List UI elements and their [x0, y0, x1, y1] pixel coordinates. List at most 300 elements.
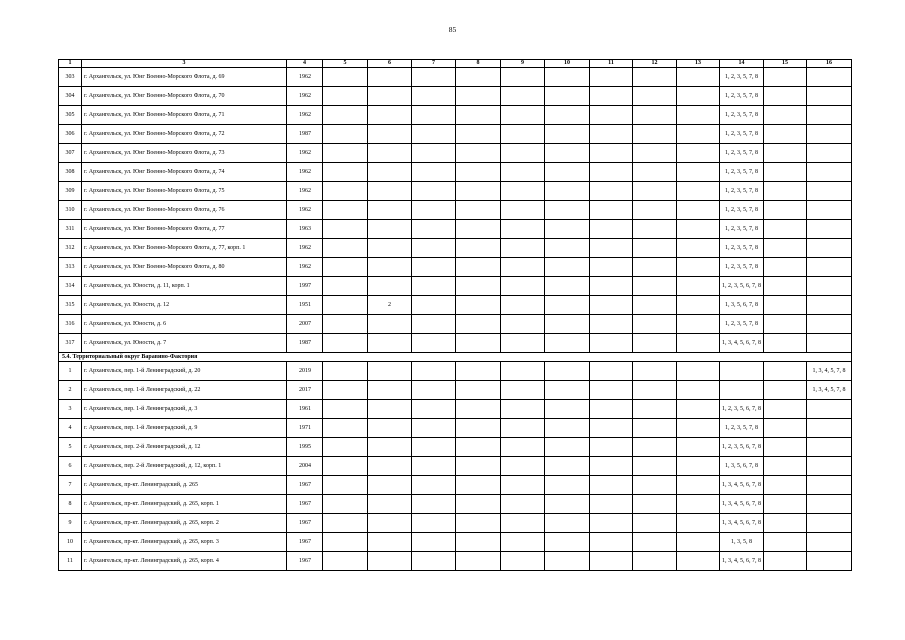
year-cell: 1962 [287, 87, 323, 106]
year-cell: 1987 [287, 334, 323, 353]
column-13-cell [677, 476, 720, 495]
column-12-cell [633, 125, 677, 144]
column-11-cell [590, 495, 633, 514]
column-10-cell [545, 163, 590, 182]
column-15-cell [764, 125, 807, 144]
address-cell: г. Архангельск, пр-кт. Ленинградский, д. 265 [82, 476, 287, 495]
column-6-cell [368, 495, 412, 514]
column-8-cell [456, 552, 501, 571]
row-number: 314 [59, 277, 82, 296]
column-8-cell [456, 514, 501, 533]
column-10-cell [545, 514, 590, 533]
section-title: 5.4. Территориальный округ Варавино-Фактория [59, 353, 852, 362]
section-header-row [59, 353, 852, 362]
column-16-cell [807, 125, 852, 144]
column-10-cell [545, 277, 590, 296]
column-7-cell [412, 514, 456, 533]
table-row [59, 258, 852, 277]
column-12-cell [633, 87, 677, 106]
column-12-cell [633, 400, 677, 419]
column-7-cell [412, 87, 456, 106]
column-6-cell [368, 400, 412, 419]
column-11-cell [590, 400, 633, 419]
column-8-cell [456, 106, 501, 125]
column-6-cell: 2 [368, 296, 412, 315]
column-14-cell: 1, 2, 3, 5, 7, 8 [720, 220, 764, 239]
column-header-10: 10 [545, 60, 590, 68]
column-8-cell [456, 277, 501, 296]
table-row [59, 362, 852, 381]
column-12-cell [633, 277, 677, 296]
column-8-cell [456, 419, 501, 438]
year-cell: 1967 [287, 476, 323, 495]
column-12-cell [633, 182, 677, 201]
address-cell: г. Архангельск, пр-кт. Ленинградский, д. 265, корп. 2 [82, 514, 287, 533]
column-6-cell [368, 419, 412, 438]
column-6-cell [368, 106, 412, 125]
row-number: 312 [59, 239, 82, 258]
column-14-cell: 1, 3, 4, 5, 6, 7, 8 [720, 514, 764, 533]
column-13-cell [677, 201, 720, 220]
column-7-cell [412, 239, 456, 258]
column-12-cell [633, 457, 677, 476]
column-10-cell [545, 334, 590, 353]
column-5-cell [323, 514, 368, 533]
column-12-cell [633, 68, 677, 87]
column-9-cell [501, 258, 545, 277]
column-16-cell [807, 68, 852, 87]
column-14-cell: 1, 2, 3, 5, 7, 8 [720, 258, 764, 277]
year-cell: 1962 [287, 68, 323, 87]
column-5-cell [323, 106, 368, 125]
column-11-cell [590, 87, 633, 106]
column-header-15: 15 [764, 60, 807, 68]
column-12-cell [633, 514, 677, 533]
column-5-cell [323, 201, 368, 220]
year-cell: 2004 [287, 457, 323, 476]
year-cell: 1951 [287, 296, 323, 315]
column-12-cell [633, 201, 677, 220]
column-9-cell [501, 201, 545, 220]
column-8-cell [456, 315, 501, 334]
column-15-cell [764, 182, 807, 201]
column-8-cell [456, 476, 501, 495]
column-12-cell [633, 334, 677, 353]
column-9-cell [501, 381, 545, 400]
year-cell: 1967 [287, 514, 323, 533]
column-11-cell [590, 362, 633, 381]
column-14-cell: 1, 2, 3, 5, 7, 8 [720, 68, 764, 87]
table-row [59, 239, 852, 258]
row-number: 316 [59, 315, 82, 334]
column-11-cell [590, 277, 633, 296]
column-9-cell [501, 315, 545, 334]
year-cell: 1997 [287, 277, 323, 296]
row-number: 317 [59, 334, 82, 353]
column-8-cell [456, 400, 501, 419]
column-15-cell [764, 239, 807, 258]
column-6-cell [368, 277, 412, 296]
column-header-4: 4 [287, 60, 323, 68]
column-15-cell [764, 201, 807, 220]
column-6-cell [368, 239, 412, 258]
column-16-cell [807, 296, 852, 315]
column-5-cell [323, 552, 368, 571]
row-number: 5 [59, 438, 82, 457]
column-12-cell [633, 220, 677, 239]
address-cell: г. Архангельск, пр-кт. Ленинградский, д. 265, корп. 3 [82, 533, 287, 552]
year-cell: 1962 [287, 201, 323, 220]
column-6-cell [368, 334, 412, 353]
column-13-cell [677, 438, 720, 457]
table-row [59, 419, 852, 438]
column-12-cell [633, 163, 677, 182]
column-14-cell: 1, 3, 5, 6, 7, 8 [720, 457, 764, 476]
column-13-cell [677, 182, 720, 201]
column-8-cell [456, 125, 501, 144]
address-cell: г. Архангельск, ул. Юнг Военно-Морского Флота, д. 80 [82, 258, 287, 277]
column-9-cell [501, 68, 545, 87]
column-11-cell [590, 533, 633, 552]
column-16-cell [807, 438, 852, 457]
table-row [59, 438, 852, 457]
column-5-cell [323, 182, 368, 201]
column-5-cell [323, 457, 368, 476]
table-row [59, 163, 852, 182]
table-row [59, 277, 852, 296]
column-15-cell [764, 68, 807, 87]
column-9-cell [501, 239, 545, 258]
year-cell: 1961 [287, 400, 323, 419]
address-cell: г. Архангельск, пр-кт. Ленинградский, д. 265, корп. 1 [82, 495, 287, 514]
table-row [59, 495, 852, 514]
row-number: 307 [59, 144, 82, 163]
column-12-cell [633, 419, 677, 438]
column-9-cell [501, 334, 545, 353]
column-7-cell [412, 182, 456, 201]
column-12-cell [633, 258, 677, 277]
column-10-cell [545, 220, 590, 239]
column-5-cell [323, 533, 368, 552]
year-cell: 2007 [287, 315, 323, 334]
column-14-cell: 1, 3, 5, 8 [720, 533, 764, 552]
column-16-cell [807, 495, 852, 514]
column-14-cell: 1, 2, 3, 5, 7, 8 [720, 106, 764, 125]
address-cell: г. Архангельск, ул. Юнг Военно-Морского Флота, д. 75 [82, 182, 287, 201]
column-7-cell [412, 296, 456, 315]
column-header-14: 14 [720, 60, 764, 68]
column-10-cell [545, 296, 590, 315]
row-number: 303 [59, 68, 82, 87]
year-cell: 2017 [287, 381, 323, 400]
column-9-cell [501, 457, 545, 476]
column-16-cell [807, 239, 852, 258]
column-8-cell [456, 87, 501, 106]
row-number: 10 [59, 533, 82, 552]
column-5-cell [323, 163, 368, 182]
row-number: 8 [59, 495, 82, 514]
column-13-cell [677, 125, 720, 144]
column-6-cell [368, 125, 412, 144]
column-13-cell [677, 87, 720, 106]
column-15-cell [764, 315, 807, 334]
year-cell: 1967 [287, 552, 323, 571]
column-8-cell [456, 201, 501, 220]
column-6-cell [368, 144, 412, 163]
column-5-cell [323, 125, 368, 144]
row-number: 4 [59, 419, 82, 438]
column-9-cell [501, 514, 545, 533]
column-15-cell [764, 296, 807, 315]
column-11-cell [590, 106, 633, 125]
column-11-cell [590, 201, 633, 220]
column-13-cell [677, 419, 720, 438]
column-10-cell [545, 315, 590, 334]
row-number: 311 [59, 220, 82, 239]
column-11-cell [590, 457, 633, 476]
column-11-cell [590, 419, 633, 438]
column-9-cell [501, 125, 545, 144]
column-12-cell [633, 315, 677, 334]
column-14-cell: 1, 2, 3, 5, 7, 8 [720, 239, 764, 258]
row-number: 313 [59, 258, 82, 277]
column-7-cell [412, 106, 456, 125]
column-6-cell [368, 182, 412, 201]
housing-registry-table [58, 59, 852, 571]
column-9-cell [501, 419, 545, 438]
column-15-cell [764, 419, 807, 438]
row-number: 309 [59, 182, 82, 201]
column-6-cell [368, 552, 412, 571]
column-8-cell [456, 495, 501, 514]
column-14-cell [720, 381, 764, 400]
column-12-cell [633, 533, 677, 552]
column-9-cell [501, 277, 545, 296]
row-number: 9 [59, 514, 82, 533]
year-cell: 1967 [287, 533, 323, 552]
column-16-cell [807, 201, 852, 220]
column-13-cell [677, 239, 720, 258]
column-12-cell [633, 106, 677, 125]
column-10-cell [545, 495, 590, 514]
column-10-cell [545, 400, 590, 419]
column-6-cell [368, 457, 412, 476]
column-11-cell [590, 239, 633, 258]
column-7-cell [412, 334, 456, 353]
address-cell: г. Архангельск, ул. Юнг Военно-Морского Флота, д. 71 [82, 106, 287, 125]
column-16-cell [807, 258, 852, 277]
column-8-cell [456, 362, 501, 381]
row-number: 308 [59, 163, 82, 182]
column-8-cell [456, 296, 501, 315]
column-13-cell [677, 68, 720, 87]
column-15-cell [764, 277, 807, 296]
row-number: 2 [59, 381, 82, 400]
column-15-cell [764, 457, 807, 476]
address-cell: г. Архангельск, ул. Юнг Военно-Морского Флота, д. 70 [82, 87, 287, 106]
column-10-cell [545, 552, 590, 571]
column-5-cell [323, 87, 368, 106]
column-8-cell [456, 163, 501, 182]
row-number: 3 [59, 400, 82, 419]
column-8-cell [456, 182, 501, 201]
table-row [59, 457, 852, 476]
column-13-cell [677, 457, 720, 476]
column-10-cell [545, 533, 590, 552]
column-12-cell [633, 438, 677, 457]
column-16-cell [807, 277, 852, 296]
column-16-cell [807, 457, 852, 476]
year-cell: 1962 [287, 239, 323, 258]
row-number: 315 [59, 296, 82, 315]
column-14-cell: 1, 2, 3, 5, 7, 8 [720, 87, 764, 106]
table-row [59, 220, 852, 239]
column-16-cell [807, 144, 852, 163]
column-6-cell [368, 362, 412, 381]
column-13-cell [677, 400, 720, 419]
column-11-cell [590, 296, 633, 315]
column-6-cell [368, 87, 412, 106]
address-cell: г. Архангельск, ул. Юнг Военно-Морского Флота, д. 72 [82, 125, 287, 144]
column-14-cell: 1, 3, 4, 5, 6, 7, 8 [720, 334, 764, 353]
column-5-cell [323, 315, 368, 334]
column-5-cell [323, 144, 368, 163]
column-5-cell [323, 258, 368, 277]
column-7-cell [412, 476, 456, 495]
column-15-cell [764, 163, 807, 182]
row-number: 11 [59, 552, 82, 571]
column-header-7: 7 [412, 60, 456, 68]
table-row [59, 315, 852, 334]
column-header-3: 3 [82, 60, 287, 68]
column-9-cell [501, 552, 545, 571]
year-cell: 1962 [287, 258, 323, 277]
address-cell: г. Архангельск, ул. Юности, д. 6 [82, 315, 287, 334]
column-15-cell [764, 533, 807, 552]
column-12-cell [633, 552, 677, 571]
column-15-cell [764, 334, 807, 353]
row-number: 306 [59, 125, 82, 144]
column-14-cell: 1, 3, 4, 5, 6, 7, 8 [720, 495, 764, 514]
address-cell: г. Архангельск, ул. Юности, д. 11, корп. 1 [82, 277, 287, 296]
column-10-cell [545, 106, 590, 125]
row-number: 310 [59, 201, 82, 220]
column-7-cell [412, 419, 456, 438]
column-16-cell [807, 514, 852, 533]
column-7-cell [412, 457, 456, 476]
column-8-cell [456, 533, 501, 552]
column-8-cell [456, 258, 501, 277]
column-9-cell [501, 400, 545, 419]
column-16-cell: 1, 3, 4, 5, 7, 8 [807, 381, 852, 400]
table-row [59, 552, 852, 571]
column-13-cell [677, 381, 720, 400]
column-7-cell [412, 201, 456, 220]
address-cell: г. Архангельск, ул. Юнг Военно-Морского Флота, д. 76 [82, 201, 287, 220]
column-14-cell: 1, 2, 3, 5, 7, 8 [720, 144, 764, 163]
column-5-cell [323, 220, 368, 239]
column-5-cell [323, 296, 368, 315]
column-12-cell [633, 296, 677, 315]
column-10-cell [545, 457, 590, 476]
column-header-12: 12 [633, 60, 677, 68]
column-14-cell: 1, 3, 4, 5, 6, 7, 8 [720, 552, 764, 571]
column-15-cell [764, 514, 807, 533]
address-cell: г. Архангельск, ул. Юнг Военно-Морского Флота, д. 77, корп. 1 [82, 239, 287, 258]
column-11-cell [590, 220, 633, 239]
table-row [59, 533, 852, 552]
column-9-cell [501, 182, 545, 201]
column-13-cell [677, 258, 720, 277]
column-9-cell [501, 220, 545, 239]
address-cell: г. Архангельск, пр-кт. Ленинградский, д. 265, корп. 4 [82, 552, 287, 571]
column-6-cell [368, 381, 412, 400]
column-14-cell: 1, 2, 3, 5, 7, 8 [720, 163, 764, 182]
column-14-cell: 1, 3, 4, 5, 6, 7, 8 [720, 476, 764, 495]
column-6-cell [368, 68, 412, 87]
column-10-cell [545, 144, 590, 163]
column-13-cell [677, 144, 720, 163]
row-number: 304 [59, 87, 82, 106]
address-cell: г. Архангельск, ул. Юнг Военно-Морского Флота, д. 69 [82, 68, 287, 87]
column-13-cell [677, 163, 720, 182]
address-cell: г. Архангельск, ул. Юнг Военно-Морского Флота, д. 77 [82, 220, 287, 239]
column-7-cell [412, 315, 456, 334]
column-8-cell [456, 457, 501, 476]
table-row [59, 476, 852, 495]
row-number: 1 [59, 362, 82, 381]
column-header-1: 1 [59, 60, 82, 68]
year-cell: 1987 [287, 125, 323, 144]
column-11-cell [590, 144, 633, 163]
year-cell: 2019 [287, 362, 323, 381]
column-6-cell [368, 438, 412, 457]
column-11-cell [590, 334, 633, 353]
year-cell: 1962 [287, 163, 323, 182]
column-11-cell [590, 552, 633, 571]
column-7-cell [412, 220, 456, 239]
address-cell: г. Архангельск, пер. 1-й Ленинградский, д. 9 [82, 419, 287, 438]
column-15-cell [764, 438, 807, 457]
column-11-cell [590, 438, 633, 457]
column-15-cell [764, 362, 807, 381]
address-cell: г. Архангельск, ул. Юнг Военно-Морского Флота, д. 74 [82, 163, 287, 182]
year-cell: 1995 [287, 438, 323, 457]
column-8-cell [456, 68, 501, 87]
column-7-cell [412, 163, 456, 182]
column-7-cell [412, 533, 456, 552]
column-header-5: 5 [323, 60, 368, 68]
column-9-cell [501, 533, 545, 552]
column-11-cell [590, 315, 633, 334]
column-7-cell [412, 400, 456, 419]
table-row [59, 106, 852, 125]
column-5-cell [323, 381, 368, 400]
column-12-cell [633, 476, 677, 495]
column-13-cell [677, 552, 720, 571]
table-row [59, 514, 852, 533]
column-5-cell [323, 68, 368, 87]
column-15-cell [764, 106, 807, 125]
column-5-cell [323, 277, 368, 296]
column-11-cell [590, 476, 633, 495]
column-16-cell [807, 182, 852, 201]
column-15-cell [764, 258, 807, 277]
column-9-cell [501, 495, 545, 514]
column-11-cell [590, 258, 633, 277]
address-cell: г. Архангельск, пер. 1-й Ленинградский, д. 3 [82, 400, 287, 419]
column-13-cell [677, 277, 720, 296]
